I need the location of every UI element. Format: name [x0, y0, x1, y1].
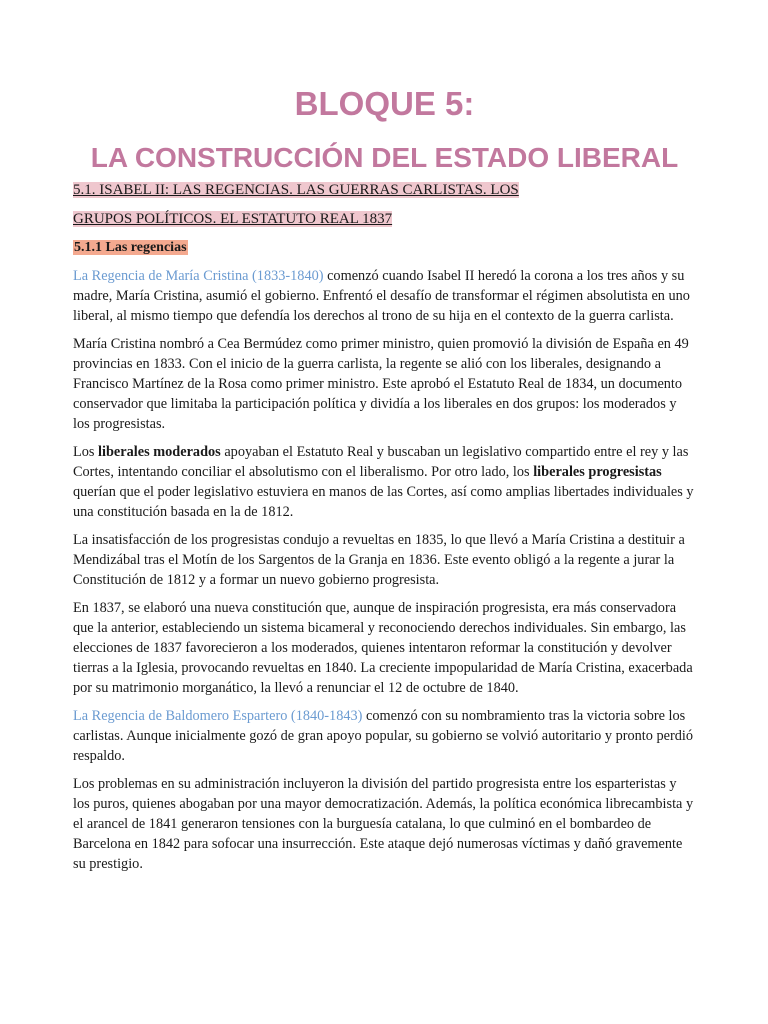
section-heading-line-1: 5.1. ISABEL II: LAS REGENCIAS. LAS GUERRAS CARLISTAS. LOS	[73, 182, 519, 198]
regencia-maria-cristina-link[interactable]: La Regencia de María Cristina (1833-1840)	[73, 268, 324, 284]
paragraph-text: querían que el poder legislativo estuviera en manos de las Cortes, así como amplias libertades individuales y una constitución basada en la de 1812.	[73, 484, 694, 520]
document-subtitle: LA CONSTRUCCIÓN DEL ESTADO LIBERAL	[90, 142, 679, 173]
document-title: BLOQUE 5:	[294, 85, 475, 122]
paragraph-constitucion-1837: En 1837, se elaboró una nueva constitución que, aunque de inspiración progresista, era más conservadora que la anterior, estableciendo un sistema bicameral y reconociendo derechos individuales. Sin embargo, las elecciones de 1837 favorecieron a los moderados, quienes intentaron reformar la constitución y devolver tierras a la Iglesia, provocando revueltas en 1840. La creciente impopularidad de María Cristina, exacerbada por su matrimonio morganático, la llevó a renunciar el 12 de octubre de 1840.	[73, 600, 693, 696]
paragraph-liberales	[73, 442, 696, 522]
paragraph-text: comenzó con su nombramiento tras la victoria sobre los carlistas. Aunque inicialmente gozó de gran apoyo popular, su gobierno se volvió autoritario y pronto perdió respaldo.	[73, 708, 693, 764]
paragraph-problemas: Los problemas en su administración incluyeron la división del partido progresista entre los esparteristas y los puros, quienes abogaban por una mayor democratización. Además, la política económica librecambista y el arancel de 1841 generaron tensiones con la burguesía catalana, lo que culminó en el bombardeo de Barcelona en 1842 para sofocar una insurrección. Este ataque dejó numerosas víctimas y dañó gravemente su prestigio.	[73, 776, 694, 872]
paragraph-text: comenzó cuando Isabel II heredó la corona a los tres años y su madre, María Cristina, asumió el gobierno. Enfrentó el desafío de transformar el régimen absolutista en uno liberal, al mismo tiempo que defendía los derechos al trono de su hija en el contexto de la guerra carlista.	[73, 268, 690, 324]
section-heading-line-2: GRUPOS POLÍTICOS. EL ESTATUTO REAL 1837	[73, 211, 393, 227]
paragraph-text: Los	[73, 444, 99, 460]
paragraph-text: apoyaban el Estatuto Real y buscaban un legislativo compartido entre el rey y las Cortes, intentando conciliar el absolutismo con el liberalismo. Por otro lado, los	[73, 444, 689, 480]
section-heading	[73, 176, 696, 234]
subsection-heading	[73, 234, 696, 262]
paragraph-cea-bermudez: María Cristina nombró a Cea Bermúdez como primer ministro, quien promovió la división de España en 49 provincias en 1833. Con el inicio de la guerra carlista, la regente se alió con los liberales, designando a Francisco Martínez de la Rosa como primer ministro. Este aprobó el Estatuto Real de 1834, un documento conservador que limitaba la participación política y dividía a los liberales en dos grupos: los moderados y los progresistas.	[73, 336, 689, 432]
regencia-espartero-link[interactable]: La Regencia de Baldomero Espartero (1840-1843)	[73, 708, 363, 724]
paragraph-insatisfaccion: La insatisfacción de los progresistas condujo a revueltas en 1835, lo que llevó a María Cristina a destituir a Mendizábal tras el Motín de los Sargentos de la Granja en 1836. Este evento obligó a la regente a jurar la Constitución de 1812 y a formar un nuevo gobierno progresista.	[73, 532, 685, 588]
bold-liberales-moderados: liberales moderados	[98, 444, 221, 460]
paragraph-maria-cristina	[73, 266, 696, 326]
bold-liberales-progresistas: liberales progresistas	[533, 464, 662, 480]
subsection-heading-text: 5.1.1 Las regencias	[74, 240, 187, 255]
paragraph-espartero	[73, 706, 696, 766]
